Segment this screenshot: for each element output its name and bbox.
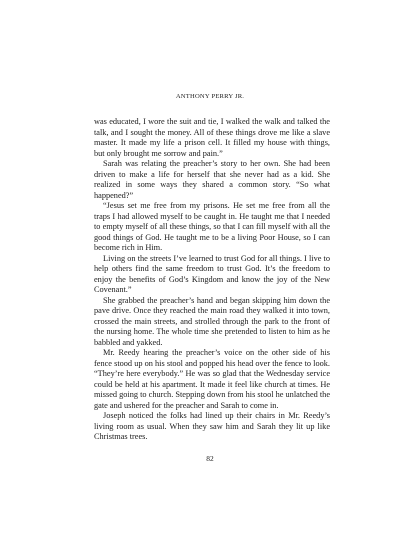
paragraph: Sarah was relating the preacher’s story to her own. She had been driven to make a life for herself that she never had as a kid. She realized in some ways they shared a common story. “So what happened?” [94, 159, 330, 200]
body-text [94, 117, 330, 443]
paragraph: Mr. Reedy hearing the preacher’s voice on the other side of his fence stood up on his stool and popped his head over the fence to look. “They’re here everybody.” He was so glad that the Wednesday service could be held at his apartment. It made it feel like church at times. He missed going to church. Stepping down from his stool he unlatched the gate and ushered for the preacher and Sarah to come in. [94, 348, 330, 410]
page-number: 82 [206, 454, 214, 463]
paragraph: She grabbed the preacher’s hand and began skipping him down the pave drive. Once they reached the main road they walked it into town, crossed the main streets, and strolled through the park to the front of the nursing home. The whole time she pretended to listen to him as he babbled and yakked. [94, 295, 330, 347]
paragraph: “Jesus set me free from my prisons. He set me free from all the traps I had allowed myself to be caught in. He taught me that I needed to empty myself of all these things, so that I can fill myself with all the good things of God. He taught me to be a living Poor House, so I can become rich in Him. [94, 201, 330, 252]
paragraph: Living on the streets I’ve learned to trust God for all things. I live to help others find the same freedom to trust God. It’s the freedom to enjoy the benefits of God’s Kingdom and know the joy of the New Covenant.” [94, 253, 330, 294]
paragraph: Joseph noticed the folks had lined up their chairs in Mr. Reedy’s living room as usual. When they saw him and Sarah they lit up like Christmas trees. [94, 411, 330, 441]
running-head: ANTHONY PERRY JR. [175, 93, 245, 100]
paragraph: was educated, I wore the suit and tie, I walked the walk and talked the talk, and I sought the money. All of these things drove me like a slave master. It made my life a prison cell. It filled my house with things, but only brought me sorrow and pain.” [94, 117, 330, 158]
